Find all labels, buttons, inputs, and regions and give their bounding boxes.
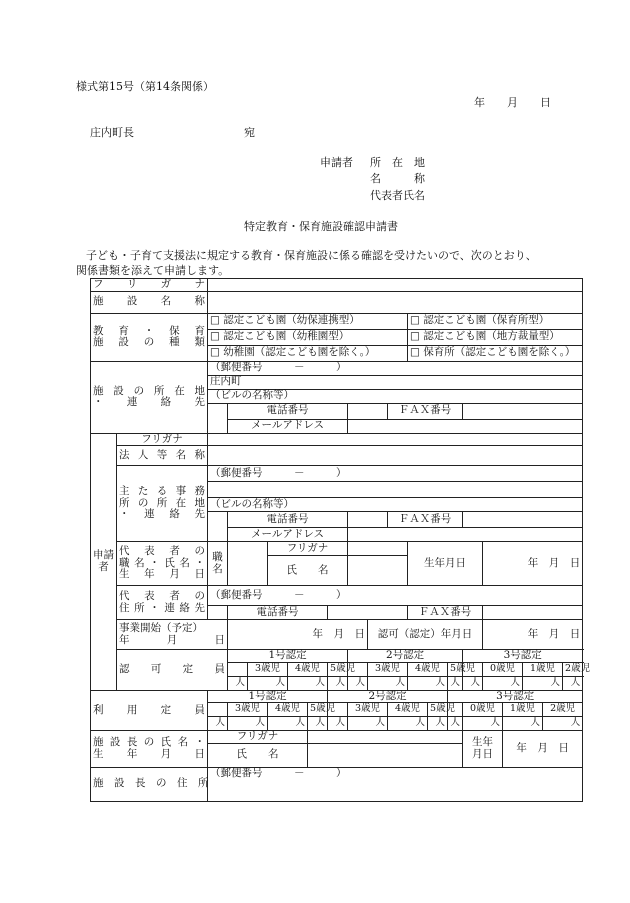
type-option-1[interactable]: □ 認定こども園（幼保連携型）: [208, 313, 408, 329]
use-age-4-2: 4歳児: [388, 703, 428, 717]
facility-tel-label: 電話番号: [228, 403, 348, 419]
applicant-name: 名 称: [370, 172, 425, 185]
use-unit[interactable]: 人: [448, 717, 463, 731]
rep-address-label: 代表者の 住所・連絡先: [117, 586, 208, 620]
cap-group-1: 1号認定: [228, 650, 348, 663]
approval-label: 認可（認定）年月日: [368, 620, 483, 650]
use-group-3: 3号認定: [448, 690, 583, 703]
facility-town[interactable]: 庄内町: [208, 375, 583, 389]
cap-group-3: 3号認定: [463, 650, 583, 663]
use-age-0: 0歳児: [463, 703, 503, 717]
facility-name-field[interactable]: [208, 291, 583, 313]
use-age-2: 2歳児: [543, 703, 583, 717]
director-name-field[interactable]: [308, 743, 463, 767]
cap-age-3-2: 3歳児: [368, 662, 408, 676]
rep-label: 代表者の 職名・氏名・ 生 年 月 日: [117, 542, 208, 586]
use-age-1: 1歳児: [503, 703, 543, 717]
cap-unit[interactable]: 人: [248, 676, 288, 690]
use-age-5-2: 5歳児: [428, 703, 448, 717]
rep-furigana-field[interactable]: [348, 542, 408, 556]
applicant-rep: 代表者氏名: [370, 189, 425, 202]
cap-unit[interactable]: 人: [483, 676, 523, 690]
rep-name-label: 氏 名: [268, 556, 348, 586]
cap-age-3-1: 3歳児: [248, 662, 288, 676]
use-group-1: 1号認定: [208, 690, 328, 703]
corp-building[interactable]: （ビルの名称等）: [208, 498, 583, 512]
rep-tel-field[interactable]: [328, 606, 408, 620]
cap-age-5-2: 5歳児: [448, 662, 463, 676]
rep-fax-label: ＦＡＸ番号: [408, 606, 483, 620]
corp-address-field[interactable]: [208, 482, 583, 498]
approval-date-field[interactable]: 年 月 日: [483, 620, 583, 650]
page-title: 特定教育・保育施設確認申請書: [244, 220, 398, 233]
rep-postal[interactable]: （郵便番号 － ）: [208, 586, 583, 606]
facility-fax-label: ＦＡＸ番号: [388, 403, 463, 419]
cap-age-2: 2歳児: [563, 662, 583, 676]
facility-building[interactable]: （ビルの名称等）: [208, 389, 583, 403]
cap-unit[interactable]: 人: [228, 676, 248, 690]
facility-fax-field[interactable]: [463, 403, 583, 419]
cap-unit[interactable]: 人: [563, 676, 583, 690]
corp-tel-label: 電話番号: [228, 512, 348, 528]
use-unit[interactable]: 人: [503, 717, 543, 731]
rep-tel-label: 電話番号: [228, 606, 328, 620]
cap-unit[interactable]: 人: [368, 676, 408, 690]
use-age-3-1: 3歳児: [228, 703, 268, 717]
type-option-2[interactable]: □ 認定こども園（保育所型）: [408, 313, 583, 329]
cap-unit[interactable]: 人: [448, 676, 463, 690]
approved-capacity-label: 認 可 定 員: [117, 650, 228, 691]
corp-mail-label: メールアドレス: [228, 528, 348, 542]
use-age-4-1: 4歳児: [268, 703, 308, 717]
corp-mail-field[interactable]: [348, 528, 583, 542]
intro-line-1: 子ども・子育て支援法に規定する教育・保育施設に係る確認を受けたいので、次のとおり、: [86, 249, 537, 262]
director-furigana-field[interactable]: [308, 731, 463, 744]
facility-furigana-field[interactable]: [208, 279, 583, 292]
form-number: 様式第15号（第14条関係）: [76, 80, 214, 93]
corp-postal[interactable]: （郵便番号 － ）: [208, 466, 583, 482]
use-unit[interactable]: 人: [208, 717, 228, 731]
corp-fax-label: ＦＡＸ番号: [388, 512, 463, 528]
corp-fax-field[interactable]: [463, 512, 583, 528]
use-unit[interactable]: 人: [228, 717, 268, 731]
cap-unit[interactable]: 人: [523, 676, 563, 690]
corp-name-label: 法人等名称: [117, 446, 208, 466]
applicant-side-label: 申請 者: [91, 433, 117, 690]
cap-age-4-1: 4歳児: [288, 662, 328, 676]
cap-unit[interactable]: 人: [408, 676, 448, 690]
rep-post-field[interactable]: [228, 542, 268, 586]
cap-unit[interactable]: 人: [348, 676, 368, 690]
facility-location-label: 施設の所在地 ・ 連 絡 先: [91, 361, 208, 433]
cap-age-1: 1歳児: [523, 662, 563, 676]
cap-age-0: 0歳児: [483, 662, 523, 676]
cap-unit[interactable]: 人: [288, 676, 328, 690]
director-address-label: 施 設 長 の 住 所: [91, 767, 208, 801]
cap-age-4-2: 4歳児: [408, 662, 448, 676]
rep-birth-field[interactable]: 年 月 日: [483, 542, 583, 586]
director-label: 施設長の氏名・ 生 年 月 日: [91, 731, 208, 768]
use-age-5-1: 5歳児: [308, 703, 328, 717]
use-unit[interactable]: 人: [428, 717, 448, 731]
honorific: 宛: [244, 126, 255, 139]
corp-furigana-field[interactable]: [208, 433, 583, 446]
cap-group-2: 2号認定: [348, 650, 463, 663]
director-furigana-label: フリガナ: [208, 731, 308, 744]
use-unit[interactable]: 人: [328, 717, 348, 731]
director-birth-label: 生年 月日: [463, 731, 503, 768]
use-unit[interactable]: 人: [388, 717, 428, 731]
facility-type-label: 教 育 ・ 保 育 施 設 の 種 類: [91, 313, 208, 361]
cap-unit[interactable]: 人: [328, 676, 348, 690]
cap-unit[interactable]: 人: [463, 676, 483, 690]
date-line: 年 月 日: [474, 96, 551, 109]
rep-fax-field[interactable]: [483, 606, 583, 620]
facility-postal[interactable]: （郵便番号 － ）: [208, 361, 583, 375]
facility-furigana-label: フ リ ガ ナ: [91, 279, 208, 292]
application-form-table: [90, 278, 591, 802]
use-group-2: 2号認定: [328, 690, 448, 703]
facility-name-label: 施 設 名 称: [91, 291, 208, 313]
use-unit[interactable]: 人: [543, 717, 583, 731]
addressee: 庄内町長: [90, 126, 134, 139]
director-birth-field[interactable]: 年 月 日: [503, 731, 583, 768]
facility-mail-label: メールアドレス: [228, 419, 348, 433]
corp-name-field[interactable]: [208, 446, 583, 466]
use-capacity-label: 利 用 定 員: [91, 690, 208, 731]
rep-birth-label: 生年月日: [408, 542, 483, 586]
intro-line-2: 関係書類を添えて申請します。: [76, 264, 230, 277]
corp-furigana-label: フリガナ: [117, 433, 208, 446]
use-unit[interactable]: 人: [348, 717, 388, 731]
type-option-4[interactable]: □ 認定こども園（地方裁量型）: [408, 329, 583, 345]
corp-tel-field[interactable]: [348, 512, 388, 528]
start-label: 事業開始（予定） 年 月 日: [117, 620, 228, 650]
use-age-3-2: 3歳児: [348, 703, 388, 717]
use-unit[interactable]: 人: [308, 717, 328, 731]
applicant-address: 所 在 地: [370, 156, 425, 169]
facility-mail-field[interactable]: [348, 419, 583, 433]
applicant-label: 申請者: [320, 156, 353, 169]
type-option-3[interactable]: □ 認定こども園（幼稚園型）: [208, 329, 408, 345]
corp-office-label: 主たる事務 所の所在地 ・連絡先: [117, 466, 208, 542]
start-date-field[interactable]: 年 月 日: [228, 620, 368, 650]
use-unit[interactable]: 人: [268, 717, 308, 731]
rep-furigana-label: フリガナ: [268, 542, 348, 556]
director-postal[interactable]: （郵便番号 － ）: [208, 767, 583, 801]
use-unit[interactable]: 人: [463, 717, 503, 731]
cap-age-5-1: 5歳児: [328, 662, 348, 676]
type-option-6[interactable]: □ 保育所（認定こども園を除く。）: [408, 345, 583, 361]
type-option-5[interactable]: □ 幼稚園（認定こども園を除く。）: [208, 345, 408, 361]
facility-tel-field[interactable]: [348, 403, 388, 419]
director-name-label: 氏 名: [208, 743, 308, 767]
rep-name-field[interactable]: [348, 556, 408, 586]
rep-post-label: 職名: [208, 542, 228, 586]
